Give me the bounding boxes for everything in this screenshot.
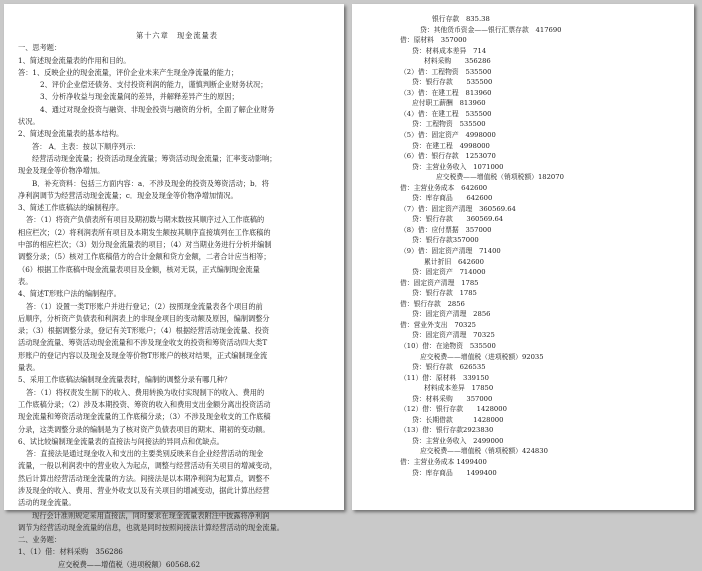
text-line: 1、（1）借：材料采购 356286 xyxy=(18,547,123,557)
text-line: 银行存款 835.38 xyxy=(432,15,490,23)
text-line: 量表。 xyxy=(18,363,40,373)
text-line: 活动的现金流量。 xyxy=(18,498,76,508)
text-line: 二、业务题： xyxy=(18,535,62,545)
document-page-left xyxy=(4,4,344,569)
text-line: 录；（3）根据调整分录，登记有关T形账户；（4）根据经营活动现金流量、投资 xyxy=(18,326,270,336)
text-line: 累计折旧 642600 xyxy=(424,257,484,266)
text-line: （2）借：工程物资 535500 xyxy=(400,67,492,76)
text-line: 贷：固定资产清理 70325 xyxy=(412,331,495,340)
text-line: 贷：工程物资 535500 xyxy=(412,120,486,129)
text-line: （11）借：原材料 339150 xyxy=(400,373,489,382)
text-line: 6、试比较编制现金流量表的直接法与间接法的异同点和优缺点。 xyxy=(18,436,224,446)
text-line: 答：（1）设置一类T形账户并进行登记；（2）按照现金流量表各个项目的前 xyxy=(26,301,263,311)
text-line: 贷：固定资产 714000 xyxy=(412,268,486,277)
text-line: 5、采用工作底稿法编制现金流量表时，编制的调整分录有哪几种？ xyxy=(18,375,232,385)
text-line: 答： A．主表：按以下顺序列示： xyxy=(32,141,141,151)
text-line: 材料成本差异 17850 xyxy=(424,384,494,393)
text-line: 3、分析净收益与现金流量间的差异，并解释差异产生的原因； xyxy=(40,92,239,102)
text-line: 相应栏次；（2）将利润表所有项目及本期发生额按其顺序直接填列在工作底稿的 xyxy=(18,227,271,237)
text-line: 贷：在建工程 4998000 xyxy=(412,141,490,150)
text-line: 然后计算出经营活动现金流量的方法。间接法是以本期净利润为起算点，调整不 xyxy=(18,473,270,483)
text-line: 形账户的登记内容以及现金及现金等价物T形账户的核对结果，正式编制现金流 xyxy=(18,350,268,360)
text-line: 调整分录；（5）核对工作底稿借方的合计金额和贷方金额，二者合计应当相等； xyxy=(18,252,271,262)
text-line: 4、简述T形账户法的编制程序。 xyxy=(18,289,121,299)
text-line: 贷：长期借款 1428000 xyxy=(412,415,504,424)
text-line: 借：主营业务成本 642600 xyxy=(400,183,488,192)
text-line: 贷：固定资产清理 2856 xyxy=(412,310,491,319)
page-left-text xyxy=(4,4,344,571)
text-line: 表。 xyxy=(18,276,33,286)
text-line: 应交税费——增值税（进项税额）60568.62 xyxy=(58,559,201,569)
text-line: 答：（1）将权责发生制下的收入、费用转换为收付实现制下的收入、费用的 xyxy=(26,387,265,397)
text-line: （13）借：银行存款2923830 xyxy=(400,426,494,435)
text-line: （7）借：固定资产清理 360569.64 xyxy=(400,204,516,213)
text-line: 流量，一般以利润表中的营业收入为起点，调整与经营活动有关项目的增减变动， xyxy=(18,461,277,471)
text-line: 分录，这类调整分录的编制是为了核对资产负债表项目的期末、期初的变动额。 xyxy=(18,424,270,434)
text-line: 借：原材料 357000 xyxy=(400,36,467,45)
text-line: 现金流量和筹资活动现金流量的工作底稿分录；（3）不涉及现金收支的工作底稿 xyxy=(18,412,271,422)
text-line: （10）借：在途物资 535500 xyxy=(400,341,496,350)
text-line: 贷：银行存款357000 xyxy=(412,236,479,245)
text-line: 现行会计准则规定采用直接法，同时要求在现金流量表附注中披露将净利润 xyxy=(32,510,270,520)
text-line: 借：银行存款 2856 xyxy=(400,299,465,308)
text-line: 贷：库存商品 642600 xyxy=(412,194,493,203)
text-line: 涉及现金的收入、费用、营业外收支以及有关项目的增减变动，据此计算出经营 xyxy=(18,485,270,495)
text-line: 答：直接法是通过现金收入和支出的主要类别反映来自企业经营活动的现金 xyxy=(26,449,264,459)
text-line: 借：主营业务成本 1499400 xyxy=(400,457,487,466)
text-line: 贷：其他货币资金——银行汇票存款 417690 xyxy=(420,25,562,34)
text-line: 答：（1）将资产负债表所有项目及期初数与期末数按其顺序过入工作底稿的 xyxy=(26,215,265,225)
text-line: 贷：材料采购 357000 xyxy=(412,394,493,403)
text-line: 2、简述现金流量表的基本结构。 xyxy=(18,129,124,139)
text-line: 应交税费——增值税（销项税额）182070 xyxy=(436,173,564,182)
page-right-text xyxy=(352,4,694,478)
text-line: B．补充资料：包括三方面内容：a．不涉及现金的投资及筹资活动；b．将 xyxy=(32,178,269,188)
text-line: 应付职工薪酬 813960 xyxy=(412,99,486,108)
text-line: 净利润调节为经营活动现金流量；c．现金及现金等价物净增加情况。 xyxy=(18,190,238,200)
chapter-title: 第十六章 现金流量表 xyxy=(136,31,218,40)
text-line: 后顺序，分析资产负债表和利润表上的非现金项目的变动额及原因，编制调整分 xyxy=(18,313,270,323)
text-line: （5）借：固定资产 4998000 xyxy=(400,131,496,140)
text-line: 材料采购 356286 xyxy=(424,57,491,66)
text-line: 贷：材料成本差异 714 xyxy=(412,46,487,55)
text-line: 贷：主营业务收入 2499000 xyxy=(412,436,504,445)
text-line: 贷：银行存款 360569.64 xyxy=(412,215,504,224)
text-line: （8）借：应付票据 357000 xyxy=(400,225,492,234)
text-line: （3）借：在建工程 813960 xyxy=(400,88,492,97)
text-line: 4、通过对现金投资与融资、非现金投资与融资的分析，全面了解企业财务 xyxy=(40,104,275,114)
text-line: 贷：银行存款 626535 xyxy=(412,363,486,372)
text-line: 现金及现金等价物净增加。 xyxy=(18,166,105,176)
text-line: （6）借：银行存款 1253070 xyxy=(400,152,496,161)
text-line: 工作底稿分录；（2）涉及本期投资、筹资的收入和费用支出金额分离出投资活动 xyxy=(18,399,271,409)
text-line: 经营活动现金流量；投资活动现金流量；筹资活动现金流量；汇率变动影响； xyxy=(32,153,277,163)
text-line: 贷：银行存款 1785 xyxy=(412,289,477,298)
text-line: 贷：银行存款 535500 xyxy=(412,78,493,87)
text-line: 3、简述工作底稿法的编制程序。 xyxy=(18,203,124,213)
text-line: （12）借：银行存款 1428000 xyxy=(400,405,507,414)
text-line: 活动现金流量、筹资活动现金流量和不涉及现金收支的投资和筹资活动四大类T xyxy=(18,338,268,348)
text-line: 贷：库存商品 1499400 xyxy=(412,468,497,477)
text-line: 中部的相应栏次；（3）划分现金流量表的项目；（4）对当期业务进行分析并编制 xyxy=(18,240,272,250)
text-line: 状况。 xyxy=(18,117,40,127)
text-line: 借：营业外支出 70325 xyxy=(400,320,476,329)
text-line: 借：固定资产清理 1785 xyxy=(400,278,479,287)
text-line: 1、简述现金流量表的作用和目的。 xyxy=(18,55,131,65)
text-line: 贷：主营业务收入 1071000 xyxy=(412,162,504,171)
text-line: 2、评价企业偿还债务、支付投资利润的能力，谨慎判断企业财务状况； xyxy=(40,80,268,90)
text-line: （9）借：固定资产清理 71400 xyxy=(400,247,501,256)
text-line: 一、思考题： xyxy=(18,43,62,53)
text-line: 答：1、反映企业的现金流量，评价企业未来产生现金净流量的能力； xyxy=(18,67,239,77)
text-line: （4）借：在建工程 535500 xyxy=(400,109,492,118)
text-line: 应交税费——增值税（进项税额）92035 xyxy=(420,352,544,361)
document-page-right xyxy=(352,4,694,510)
text-line: 应交税费——增值税（销项税额）424830 xyxy=(420,447,548,456)
text-line: （6）根据工作底稿中现金流量表项目及金额，核对无误，正式编制现金流量 xyxy=(18,264,260,274)
text-line: 调节为经营活动现金流量的信息，也就是同时按照间接法计算经营活动的现金流量。 xyxy=(18,522,284,532)
